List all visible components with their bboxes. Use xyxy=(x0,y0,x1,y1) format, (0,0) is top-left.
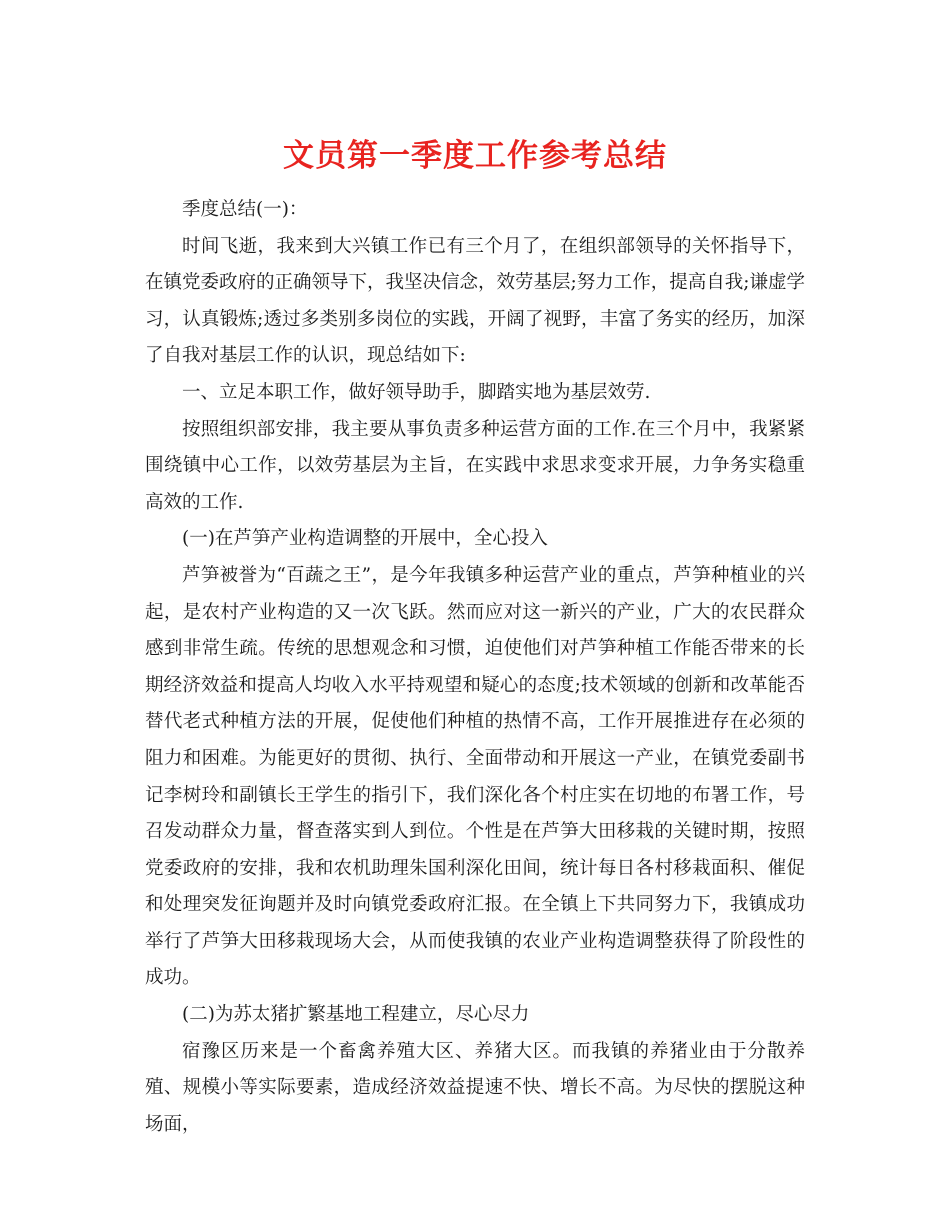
document-title: 文员第一季度工作参考总结 xyxy=(283,138,667,174)
paragraph-subsection-one-body: 芦笋被誉为“百蔬之王”，是今年我镇多种运营产业的重点，芦笋种植业的兴起，是农村产业构造的又一次飞跃。然而应对这一新兴的产业，广大的农民群众感到非常生疏。传统的思想观念和习惯，迫使他们对芦笋种植工作能否带来的长期经济效益和提高人均收入水平持观望和疑心的态度;技术领域的创新和改革能否替代老式种植方法的开展，促使他们种植的热情不高，工作开展推进存在必须的阻力和困难。为能更好的贯彻、执行、全面带动和开展这一产业，在镇党委副书记李树玲和副镇长王学生的指引下，我们深化各个村庄实在切地的布署工作，号召发动群众力量，督查落实到人到位。个性是在芦笋大田移栽的关键时期，按照党委政府的安排，我和农机助理朱国利深化田间，统计每日各村移栽面积、催促和处理突发征询题并及时向镇党委政府汇报。在全镇上下共同努力下，我镇成功举行了芦笋大田移栽现场大会，从而使我镇的农业产业构造调整获得了阶段性的成功。 xyxy=(145,564,805,989)
paragraph-subsection-two-body: 宿豫区历来是一个畜禽养殖大区、养猪大区。而我镇的养猪业由于分散养殖、规模小等实际要素，造成经济效益提速不快、增长不高。为尽快的摆脱这种场面， xyxy=(145,1040,805,1135)
paragraph-subsection-one-heading: (一)在芦笋产业构造调整的开展中，全心投入 xyxy=(182,528,548,550)
paragraph-subsection-two-heading: (二)为苏太猪扩繁基地工程建立，尽心尽力 xyxy=(182,1004,530,1026)
document-page xyxy=(145,130,805,1143)
paragraph-quarter-summary-heading: 季度总结(一)： xyxy=(182,199,308,220)
paragraph-section-one-body: 按照组织部安排，我主要从事负责多种运营方面的工作.在三个月中，我紧紧围绕镇中心工作，以效劳基层为主旨，在实践中求思求变求开展，力争务实稳重高效的工作. xyxy=(145,418,805,513)
paragraph-section-one-heading: 一、立足本职工作，做好领导助手，脚踏实地为基层效劳. xyxy=(182,381,651,403)
paragraph-intro: 时间飞逝，我来到大兴镇工作已有三个月了，在组织部领导的关怀指导下，在镇党委政府的正确领导下，我坚决信念，效劳基层;努力工作，提高自我;谦虚学习，认真锻炼;透过多类别多岗位的实践，开阔了视野，丰富了务实的经历，加深了自我对基层工作的认识，现总结如下: xyxy=(145,235,805,367)
